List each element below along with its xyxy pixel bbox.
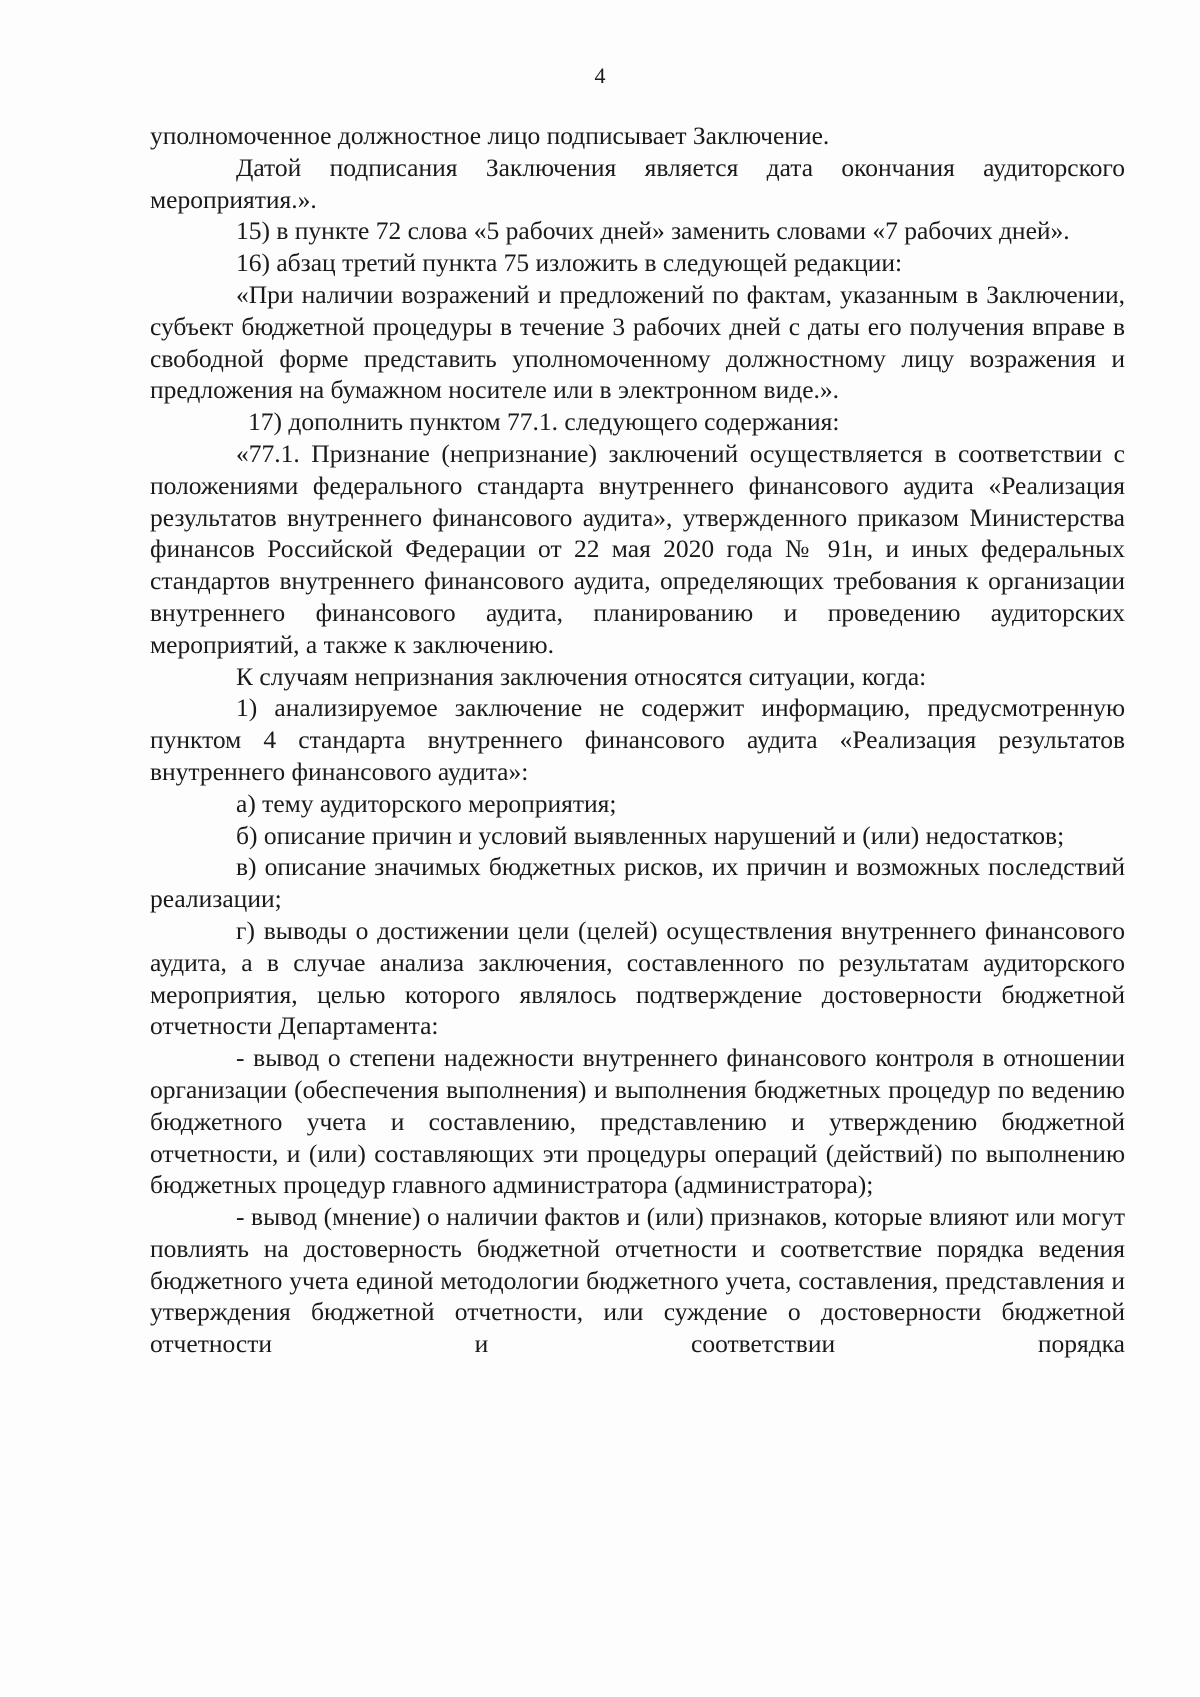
page-number: 4 [594, 63, 606, 88]
paragraph: «При наличии возражений и предложений по фактам, указанным в Заключении, субъект бюджетной процедуры в течение 3 рабочих дней с даты его получения вправе в свободной форме представить уполномоченному должностному лицу возражения и предложения на бумажном носителе или в электронном виде.». [150, 279, 1125, 405]
paragraph: г) выводы о достижении цели (целей) осуществления внутреннего финансового аудита, а в случае анализа заключения, составленного по результатам аудиторского мероприятия, целью которого являлось подтверждение достоверности бюджетной отчетности Департамента: [150, 915, 1125, 1041]
paragraph: - вывод (мнение) о наличии фактов и (или) признаков, которые влияют или могут повлиять на достоверность бюджетной отчетности и соответствие порядка ведения бюджетного учета единой методологии бюджетного учета, составления, представления и утверждения бюджетной отчетности, или суждение о достоверности бюджетной отчетности и соответствии порядка [150, 1202, 1125, 1359]
paragraph: 17) дополнить пунктом 77.1. следующего содержания: [248, 407, 840, 437]
paragraph: а) тему аудиторского мероприятия; [236, 788, 617, 818]
paragraph: в) описание значимых бюджетных рисков, их причин и возможных последствий реализации; [150, 852, 1125, 914]
document-body [150, 120, 1125, 1360]
paragraph: 16) абзац третий пункта 75 изложить в следующей редакции: [236, 248, 903, 278]
paragraph: 1) анализируемое заключение не содержит информацию, предусмотренную пунктом 4 стандарта внутреннего финансового аудита «Реализация результатов внутреннего финансового аудита»: [150, 693, 1125, 786]
paragraph: «77.1. Признание (непризнание) заключений осуществляется в соответствии с положениями федерального стандарта внутреннего финансового аудита «Реализация результатов внутреннего финансового аудита», утвержденного приказом Министерства финансов Российской Федерации от 22 мая 2020 года № 91н, и иных федеральных стандартов внутреннего финансового аудита, определяющих требования к организации внутреннего финансового аудита, планированию и проведению аудиторских мероприятий, а также к заключению. [150, 438, 1125, 659]
paragraph: б) описание причин и условий выявленных нарушений и (или) недостатков; [236, 820, 1065, 850]
paragraph: уполномоченное должностное лицо подписывает Заключение. [150, 121, 830, 150]
paragraph: - вывод о степени надежности внутреннего финансового контроля в отношении организации (обеспечения выполнения) и выполнения бюджетных процедур по ведению бюджетного учета и составлению, представлению и утверждению бюджетной отчетности, и (или) составляющих эти процедуры операций (действий) по выполнению бюджетных процедур главного администратора (администратора); [150, 1043, 1125, 1200]
paragraph: 15) в пункте 72 слова «5 рабочих дней» заменить словами «7 рабочих дней». [236, 216, 1070, 246]
paragraph: К случаям непризнания заключения относятся ситуации, когда: [236, 661, 927, 691]
paragraph: Датой подписания Заключения является дата окончания аудиторского мероприятия.». [150, 152, 1125, 214]
